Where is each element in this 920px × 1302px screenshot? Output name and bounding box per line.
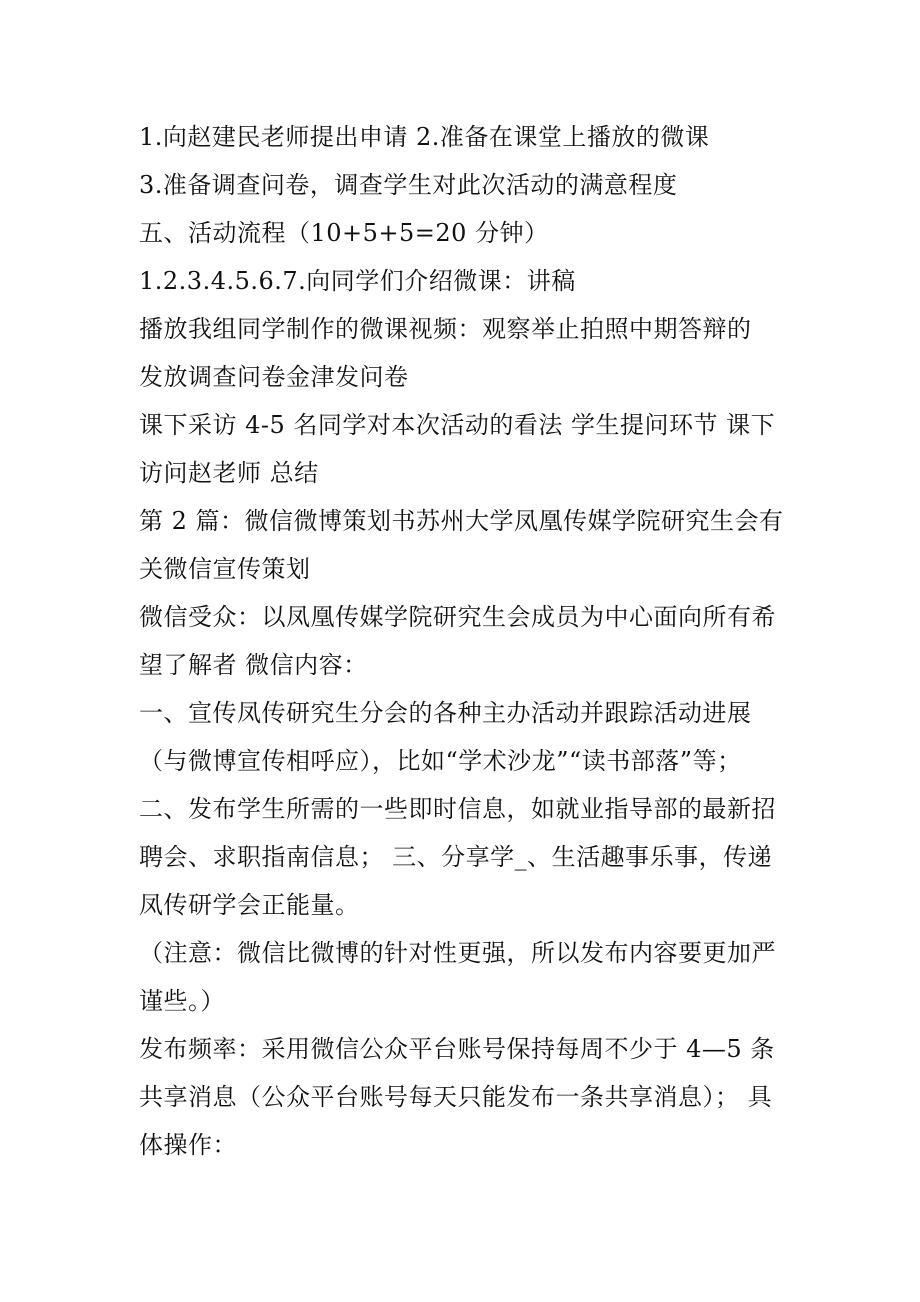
text-line: 发放调查问卷金津发问卷 xyxy=(139,363,409,391)
text-line: 一、宣传凤传研究生分会的各种主办活动并跟踪活动进展 xyxy=(139,699,752,727)
chapter-title: 关微信宣传策划 xyxy=(139,555,311,583)
document-body xyxy=(139,113,799,1169)
text-line: 3.准备调查问卷，调查学生对此次活动的满意程度 xyxy=(139,171,678,199)
note-line: 谨些。） xyxy=(139,987,225,1015)
text-line: 凤传研学会正能量。 xyxy=(139,891,360,919)
text-line: （与微博宣传相呼应），比如“学术沙龙”“读书部落”等； xyxy=(139,747,742,775)
text-line: 体操作： xyxy=(139,1131,237,1159)
text-line: 访问赵老师 总结 xyxy=(139,459,319,487)
text-line: 聘会、求职指南信息； 三、分享学_、生活趣事乐事，传递 xyxy=(139,843,773,871)
note-line: （注意：微信比微博的针对性更强，所以发布内容要更加严 xyxy=(139,939,776,967)
text-line: 课下采访 4-5 名同学对本次活动的看法 学生提问环节 课下 xyxy=(139,411,776,439)
text-line: 播放我组同学制作的微课视频：观察举止拍照中期答辩的 xyxy=(139,315,752,343)
text-line: 望了解者 微信内容： xyxy=(139,651,368,679)
text-line: 共享消息（公众平台账号每天只能发布一条共享消息）； 具 xyxy=(139,1083,773,1111)
chapter-title: 第 2 篇：微信微博策划书苏州大学凤凰传媒学院研究生会有 xyxy=(139,507,784,535)
text-line: 二、发布学生所需的一些即时信息，如就业指导部的最新招 xyxy=(139,795,776,823)
text-line: 发布频率：采用微信公众平台账号保持每周不少于 4—5 条 xyxy=(139,1035,775,1063)
text-line: 微信受众：以凤凰传媒学院研究生会成员为中心面向所有希 xyxy=(139,603,776,631)
text-line: 1.向赵建民老师提出申请 2.准备在课堂上播放的微课 xyxy=(139,123,710,151)
text-line: 1.2.3.4.5.6.7.向同学们介绍微课：讲稿 xyxy=(139,267,576,295)
section-heading: 五、活动流程（10+5+5=20 分钟） xyxy=(139,219,549,247)
